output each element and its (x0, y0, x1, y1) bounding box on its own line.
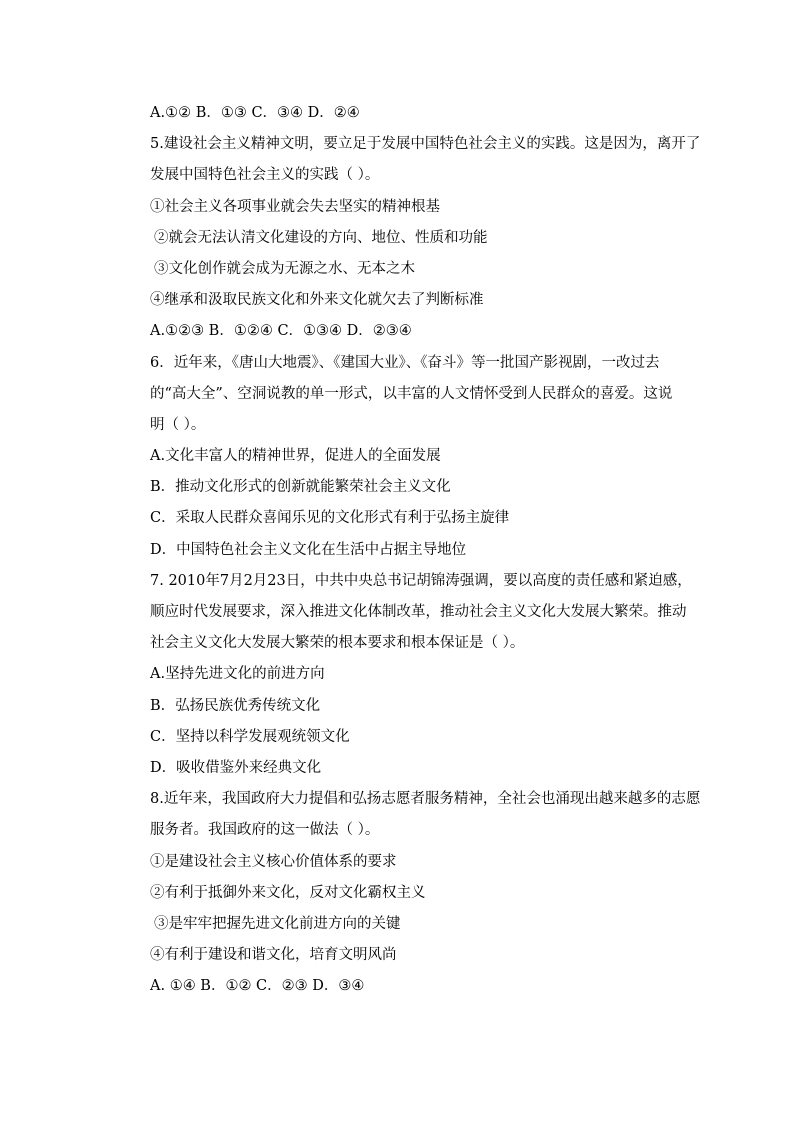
q6-stem-line-2: 的“高大全”、空洞说教的单一形式，以丰富的人文情怀受到人民群众的喜爱。这说 (150, 385, 673, 402)
document-page (150, 98, 701, 1002)
q6-option-b: B．推动文化形式的创新就能繁荣社会主义文化 (150, 479, 451, 496)
q6-option-d: D．中国特色社会主义文化在生活中占据主导地位 (150, 541, 467, 558)
q8-statement-2: ②有利于抵御外来文化，反对文化霸权主义 (150, 884, 426, 901)
q6-option-c: C．采取人民群众喜闻乐见的文化形式有利于弘扬主旋律 (150, 510, 510, 527)
q5-stem-line-1: 5.建设社会主义精神文明，要立足于发展中国特色社会主义的实践。这是因为，离开了 (150, 136, 701, 153)
q7-stem-line-3: 社会主义文化大发展大繁荣的根本要求和根本保证是（ ）。 (150, 635, 525, 652)
q8-statement-3: ③是牢牢把握先进文化前进方向的关键 (154, 915, 401, 932)
q5-options: A.①②③ B．①②④ C．①③④ D．②③④ (150, 323, 412, 340)
q7-stem-line-2: 顺应时代发展要求，深入推进文化体制改革，推动社会主义文化大发展大繁荣。推动 (150, 604, 687, 620)
q8-statement-1: ①是建设社会主义核心价值体系的要求 (150, 853, 397, 870)
q5-statement-4: ④继承和汲取民族文化和外来文化就欠去了判断标准 (150, 292, 484, 309)
q5-statement-3: ③文化创作就会成为无源之水、无本之木 (154, 260, 415, 277)
q8-statement-4: ④有利于建设和谐文化，培育文明风尚 (150, 947, 397, 964)
q5-statement-2: ②就会无法认清文化建设的方向、地位、性质和功能 (154, 229, 488, 246)
q5-statement-1: ①社会主义各项事业就会失去坚实的精神根基 (150, 198, 440, 215)
q7-option-c: C．坚持以科学发展观统领文化 (150, 728, 350, 745)
q6-stem-line-3: 明（ ）。 (150, 416, 206, 433)
q6-stem-line-1: 6．近年来，《唐山大地震》、《建国大业》、《奋斗》等一批国产影视剧，一改过去 (150, 354, 660, 371)
q6-option-a: A.文化丰富人的精神世界，促进人的全面发展 (150, 448, 441, 465)
q8-stem-line-2: 服务者。我国政府的这一做法（ ）。 (150, 822, 380, 839)
q5-stem-line-2: 发展中国特色社会主义的实践（ ）。 (150, 167, 380, 184)
q8-options: A. ①④ B．①② C．②③ D．③④ (150, 978, 365, 995)
q7-option-a: A.坚持先进文化的前进方向 (150, 666, 325, 683)
q8-stem-line-1: 8.近年来，我国政府大力提倡和弘扬志愿者服务精神，全社会也涌现出越来越多的志愿 (150, 791, 701, 808)
q7-stem-line-1: 7. 2010年7月2月23日，中共中央总书记胡锦涛强调，要以高度的责任感和紧迫感， (150, 572, 692, 589)
q7-option-d: D．吸收借鉴外来经典文化 (150, 759, 322, 776)
q4-options: A.①② B．①③ C．③④ D．②④ (150, 105, 360, 121)
q7-option-b: B．弘扬民族优秀传统文化 (150, 697, 321, 714)
